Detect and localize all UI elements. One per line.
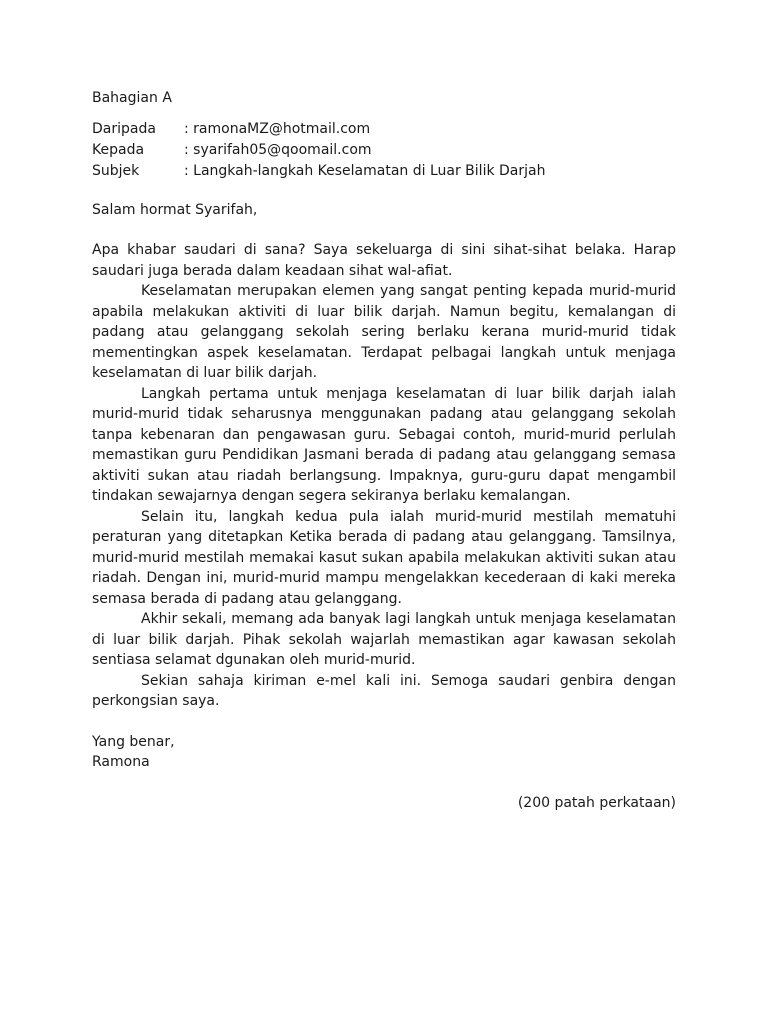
from-label: Daripada — [92, 120, 156, 137]
to-label: Kepada — [92, 141, 145, 158]
from-value: : ramonaMZ@hotmail.com — [184, 120, 371, 137]
signature-name: Ramona — [92, 754, 150, 770]
letter-page — [92, 88, 676, 813]
subject-label: Subjek — [92, 162, 140, 179]
paragraph-first-step: Langkah pertama untuk menjaga keselamatan di luar bilik darjah ialah murid-murid tidak seharusnya menggunakan padang atau gelanggang sekolah tanpa kebenaran dan pengawasan guru. Sebagai contoh, murid-murid perlulah memastikan guru Pendidikan Jasmani berada di padang atau gelanggang semasa aktiviti sukan atau riadah berlangsung. Impaknya, guru-guru dapat mengambil tindakan sewajarnya dengan segera sekiranya berlaku kemalangan. — [92, 385, 676, 504]
subject-row — [92, 161, 676, 182]
paragraph-second-step: Selain itu, langkah kedua pula ialah murid-murid mestilah mematuhi peraturan yang ditetapkan Ketika berada di padang atau gelanggang. Tamsilnya, murid-murid mestilah memakai kasut sukan apabila melakukan aktiviti sukan atau riadah. Dengan ini, murid-murid mampu mengelakkan kecederaan di kaki mereka semasa berada di padang atau gelanggang. — [92, 508, 676, 607]
email-header — [92, 119, 676, 182]
from-row — [92, 119, 676, 140]
section-title: Bahagian A — [92, 90, 172, 106]
greeting: Salam hormat Syarifah, — [92, 201, 258, 218]
word-count: (200 patah perkataan) — [517, 794, 676, 811]
letter-body — [92, 240, 676, 712]
paragraph-farewell: Sekian sahaja kiriman e-mel kali ini. Semoga saudari genbira dengan perkongsian saya. — [92, 672, 676, 709]
subject-value: : Langkah-langkah Keselamatan di Luar Bilik Darjah — [184, 162, 546, 179]
paragraph-opening: Apa khabar saudari di sana? Saya sekeluarga di sini sihat-sihat belaka. Harap saudari juga berada dalam keadaan sihat wal-afiat. — [92, 242, 676, 279]
closing-block — [92, 732, 676, 773]
closing-phrase: Yang benar, — [92, 733, 175, 750]
to-value: : syarifah05@qoomail.com — [184, 141, 372, 158]
paragraph-introduction: Keselamatan merupakan elemen yang sangat penting kepada murid-murid apabila melakukan aktiviti di luar bilik darjah. Namun begitu, kemalangan di padang atau gelanggang sekolah sering berlaku kerana murid-murid tidak mementingkan aspek keselamatan. Terdapat pelbagai langkah untuk menjaga keselamatan di luar bilik darjah. — [92, 283, 676, 381]
paragraph-conclusion: Akhir sekali, memang ada banyak lagi langkah untuk menjaga keselamatan di luar bilik darjah. Pihak sekolah wajarlah memastikan agar kawasan sekolah sentiasa selamat dgunakan oleh murid-murid. — [92, 611, 676, 668]
to-row — [92, 140, 676, 161]
